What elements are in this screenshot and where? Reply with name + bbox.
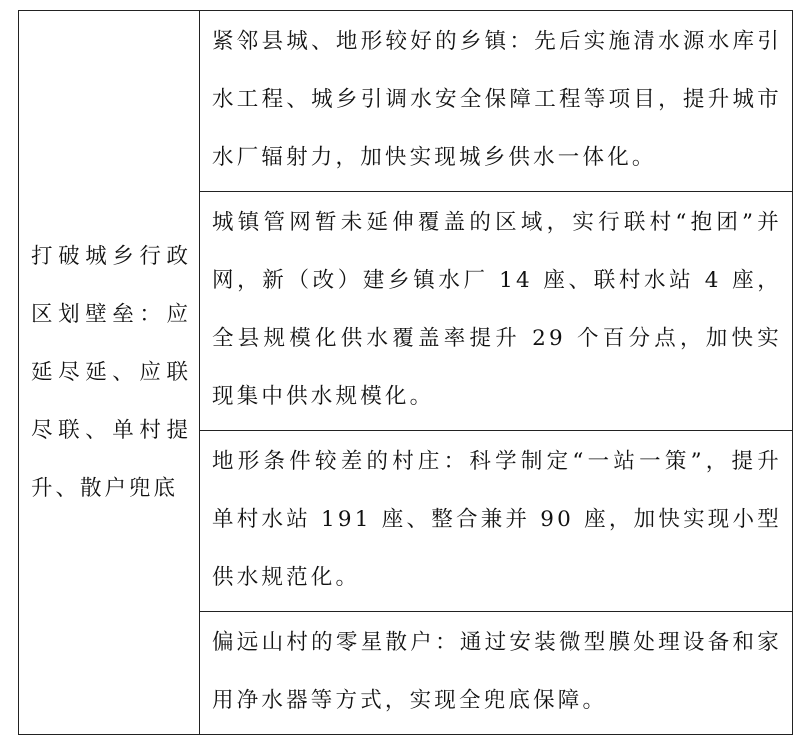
measure-cell-4 — [200, 612, 793, 735]
measure-cell-1 — [200, 11, 793, 192]
measure-cell-3 — [200, 431, 793, 612]
measure-cell-2 — [200, 192, 793, 431]
policy-table — [18, 10, 793, 735]
table-row — [19, 11, 793, 192]
measure-text-1: 紧邻县城、地形较好的乡镇：先后实施清水源水库引水工程、城乡引调水安全保障工程等项目，提升城市水厂辐射力，加快实现城乡供水一体化。 — [212, 29, 782, 170]
category-text: 打破城乡行政区划壁垒：应延尽延、应联尽联、单村提升、散户兜底 — [31, 243, 191, 501]
measure-text-3: 地形条件较差的村庄：科学制定“一站一策”，提升单村水站 191 座、整合兼并 90 座，加快实现小型供水规范化。 — [212, 449, 782, 590]
measure-text-2: 城镇管网暂未延伸覆盖的区域，实行联村“抱团”并网，新（改）建乡镇水厂 14 座、联村水站 4 座，全县规模化供水覆盖率提升 29 个百分点，加快实现集中供水规模化。 — [212, 210, 782, 409]
measure-text-4: 偏远山村的零星散户：通过安装微型膜处理设备和家用净水器等方式，实现全兜底保障。 — [212, 630, 782, 713]
category-cell — [19, 11, 200, 735]
